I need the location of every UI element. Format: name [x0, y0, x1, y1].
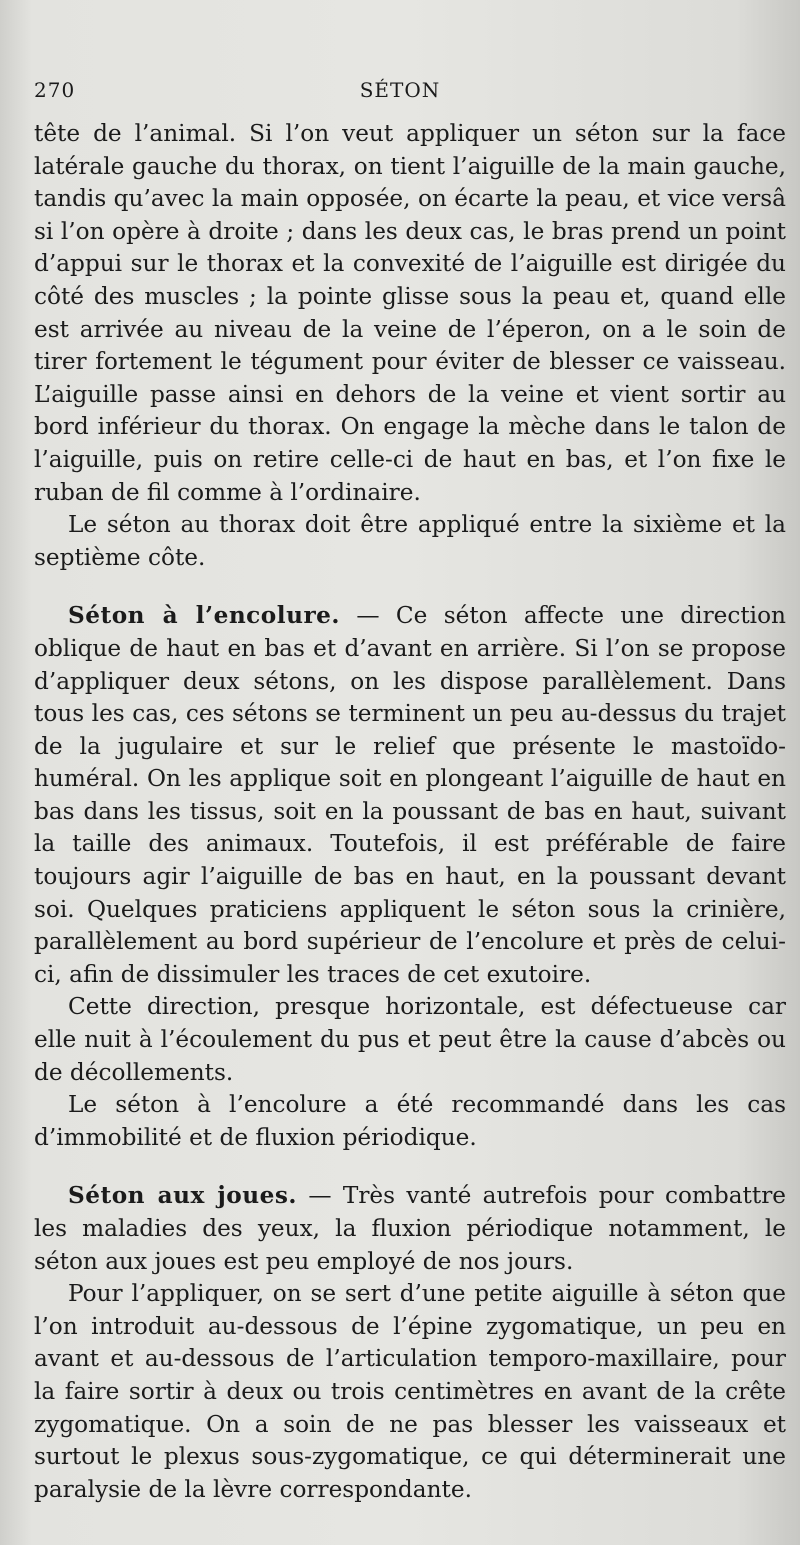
section-encolure	[34, 600, 786, 991]
section-heading-joues: Séton aux joues.	[68, 1182, 297, 1210]
paragraph-encolure-direction: Cette direction, presque horizontale, est défectueuse car elle nuit à l’écoulement du pus et peut être la cause d’abcès ou de décollements.	[34, 993, 786, 1086]
section-text-encolure: — Ce séton affecte une direction oblique de haut en bas et d’avant en arrière. Si l’on se propose d’appliquer deux sétons, on les dispose parallèlement. Dans tous les cas, ces sétons se terminent un peu au-dessus du trajet de la jugulaire et sur le relief que présente le mastoïdo-huméral. On les applique soit en plongeant l’aiguille de haut en bas dans les tissus, soit en la poussant de bas en haut, suivant la taille des animaux. Toutefois, il est préférable de faire toujours agir l’aiguille de bas en haut, en la poussant devant soi. Quelques praticiens appliquent le séton sous la crinière, parallèlement au bord supérieur de l’encolure et près de celui-ci, afin de dissimuler les traces de cet exutoire.	[34, 602, 786, 988]
section-joues	[34, 1180, 786, 1278]
body-text	[34, 118, 786, 1506]
section-heading-encolure: Séton à l’encolure.	[68, 602, 340, 630]
paragraph-thorax-continued: tête de l’animal. Si l’on veut appliquer un séton sur la face latérale gauche du thorax, on tient l’aiguille de la main gauche, tandis qu’avec la main opposée, on écarte la peau, et vice versâ si l’on opère à droite ; dans les deux cas, le bras prend un point d’appui sur le thorax et la convexité de l’aiguille est dirigée du côté des muscles ; la pointe glisse sous la peau et, quand elle est arrivée au niveau de la veine de l’éperon, on a le soin de tirer fortement le tégument pour éviter de blesser ce vaisseau. L’aiguille passe ainsi en dehors de la veine et vient sortir au bord inférieur du thorax. On engage la mèche dans le talon de l’aiguille, puis on retire celle-ci de haut en bas, et l’on fixe le ruban de fil comme à l’ordinaire.	[34, 120, 786, 506]
page-header	[34, 78, 766, 108]
paragraph-joues-technique: Pour l’appliquer, on se sert d’une petite aiguille à séton que l’on introduit au-dessous de l’épine zygomatique, un peu en avant et au-dessous de l’articulation temporo-maxillaire, pour la faire sortir à deux ou trois centimètres en avant de la crête zygomatique. On a soin de ne pas blesser les vaisseaux et surtout le plexus sous-zygomatique, ce qui déterminerait une paralysie de la lèvre correspondante.	[34, 1280, 786, 1503]
paragraph-encolure-indication: Le séton à l’encolure a été recommandé dans les cas d’immobilité et de fluxion périodique.	[34, 1091, 786, 1151]
paragraph-thorax-rib: Le séton au thorax doit être appliqué entre la sixième et la septième côte.	[34, 511, 786, 571]
section-text-joues: — Très vanté autrefois pour combattre les maladies des yeux, la fluxion périodique notamment, le séton aux joues est peu employé de nos jours.	[34, 1182, 786, 1275]
running-title: SÉTON	[359, 78, 441, 102]
page-number: 270	[34, 78, 76, 102]
